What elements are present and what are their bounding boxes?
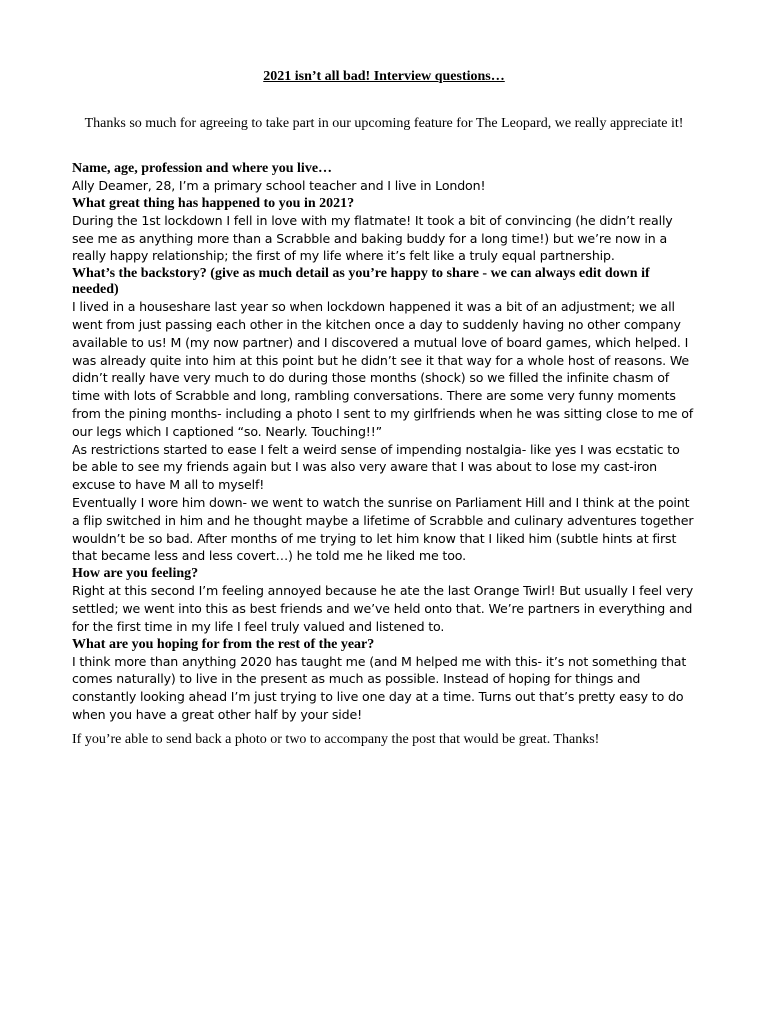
question-heading: What’s the backstory? (give as much detail as you’re happy to share - we can always edit down if needed) [72, 266, 650, 298]
answer-paragraph: As restrictions started to ease I felt a weird sense of impending nostalgia- like yes I was ecstatic to be able to see my friends again but I was also very aware that I was about to lose my cast-iron excuse to have M all to myself! [72, 441, 680, 493]
answer-paragraph: Eventually I wore him down- we went to watch the sunrise on Parliament Hill and I think at the point a flip switched in him and he thought maybe a lifetime of Scrabble and culinary adventures together wouldn’t be so bad. After months of me trying to let him know that I liked him (subtle hints at first that became less and less covert…) he told me he liked me too. [72, 494, 694, 564]
question-heading: Name, age, profession and where you live… [72, 161, 333, 176]
answer-paragraph: Ally Deamer, 28, I’m a primary school teacher and I live in London! [72, 178, 486, 193]
document-title: 2021 isn’t all bad! Interview questions… [263, 69, 505, 84]
answer-paragraph: I think more than anything 2020 has taught me (and M helped me with this- it’s not something that comes naturally) to live in the present as much as possible. Instead of hoping for things and constantly looking ahead I’m just trying to live one day at a time. Turns out that’s pretty easy to do when you have a great other half by your side! [72, 653, 687, 722]
question-heading: What great thing has happened to you in 2021? [72, 195, 355, 211]
interview-questions [72, 160, 696, 724]
question-heading: How are you feeling? [72, 566, 199, 582]
intro-paragraph: Thanks so much for agreeing to take part in our upcoming feature for The Leopard, we really appreciate it! [84, 116, 684, 131]
answer-paragraph: Right at this second I’m feeling annoyed because he ate the last Orange Twirl! But usually I feel very settled; we went into this as best friends and we’ve held onto that. We’re partners in everything and for the first time in my life I feel truly valued and listened to. [72, 583, 694, 634]
answer-paragraph: I lived in a houseshare last year so when lockdown happened it was a bit of an adjustment; we all went from just passing each other in the kitchen once a day to suddenly having no other company available to us! M (my now partner) and I discovered a mutual love of board games, which helped. I was already quite into him at this point but he didn’t see it that way for a whole host of reasons. We didn’t really have very much to do during those months (shock) so we filled the infinite chasm of time with lots of Scrabble and long, rambling conversations. There are some very funny moments from the pining months- including a photo I sent to my girlfriends when he was sitting close to me of our legs which I captioned “so. Nearly. Touching!!” [72, 299, 694, 439]
answer-paragraph: During the 1st lockdown I fell in love with my flatmate! It took a bit of convincing (he didn’t really see me as anything more than a Scrabble and baking buddy for a long time!) but we’re now in a really happy relationship; the first of my life where it’s felt like a truly equal partnership. [72, 212, 673, 264]
closing-paragraph: If you’re able to send back a photo or two to accompany the post that would be great. Thanks! [72, 732, 600, 747]
question-heading: What are you hoping for from the rest of the year? [72, 636, 375, 652]
